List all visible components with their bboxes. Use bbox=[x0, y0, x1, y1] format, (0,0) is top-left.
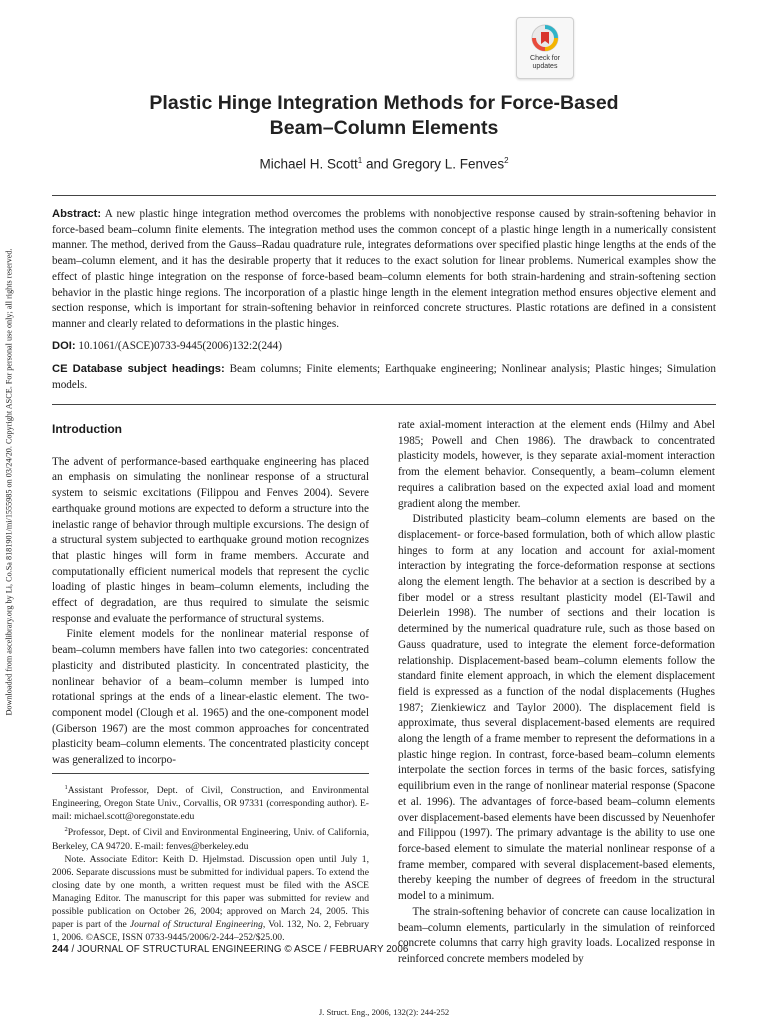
abstract-text: A new plastic hinge integration method overcomes the problems with nonobjective response caused by strain-softening behavior in force-based beam–column finite elements. The integration method uses the common concept of a plastic hinge length in a numerically consistent manner. The method, derived from the Gauss–Radau quadrature rule, integrates deformations over specified plastic hinge lengths at the ends of the beam–column element, and it has the desirable property that it reduces to the exact solution for linear problems. Numerical examples show the effect of plastic hinge integration on the response of force-based beam–column elements for both strain-hardening and strain-softening section behavior in the plastic hinge regions. The incorporation of a plastic hinge length in the element integration method ensures objective element and section response, which is important for strain-softening behavior in reinforced concrete structures. Plastic rotations are defined in a consistent manner and clearly related to deformations in the plastic hinges. bbox=[52, 208, 716, 330]
paragraph: The advent of performance-based earthquake engineering has placed an emphasis on simulating the nonlinear response of a structural system to seismic excitations (Filippou and Fenves 2004). Severe earthquake ground motions are expected to deform a structure into the inelastic range of behavior through multiple excursions. The design of a structural system subjected to earthquake ground motion recognizes that plastic hinges will form in frame members. Accurate and computationally efficient numerical models that represent the cyclic loading of plastic hinges in beam–column elements, including the effect of degradation, are thus required to simulate the seismic response and evaluate the performance of structural systems. bbox=[52, 455, 369, 625]
citation-line: J. Struct. Eng., 2006, 132(2): 244-252 bbox=[318, 1007, 450, 1017]
section-heading-introduction: Introduction bbox=[52, 422, 122, 436]
subject-headings: CE Database subject headings: Beam columns; Finite elements; Earthquake engineering; Nonlinear analysis; Plastic hinges; Simulation models. bbox=[52, 363, 716, 391]
paragraph: rate axial-moment interaction at the element ends (Hilmy and Abel 1985; Powell and Chen 1986). The drawback to concentrated plasticity models, however, is they separate axial-moment interaction from the element behavior. Consequently, a beam–column element requires a calibration based on the expected axial load and moment gradient along the member. bbox=[398, 419, 715, 510]
right-column bbox=[398, 418, 715, 968]
footnote-rule bbox=[52, 773, 369, 774]
paragraph: Finite element models for the nonlinear material response of beam–column members have fallen into two categories: concentrated plasticity and distributed plasticity. In concentrated plasticity, the nonlinear behavior of a beam–column member is lumped into rotational springs at the ends of a linear-elastic element. The two-component model (Clough et al. 1965) and the one-component model (Giberson 1967) are the most common approaches for concentrated plasticity beam–column elements. The concentrated plasticity concept was generalized to incorpo- bbox=[52, 628, 369, 767]
abstract-label: Abstract: bbox=[52, 208, 102, 220]
abstract-rule bbox=[52, 404, 716, 405]
doi-value[interactable]: 10.1061/(ASCE)0733-9445(2006)132:2(244) bbox=[75, 340, 282, 352]
download-notice-text: Downloaded from ascelibrary.org by Li, Co.Sa 8181901/mi/1555985 on 03/24/20. Copyright ASCE. For personal use only; all rights reserved. bbox=[4, 248, 14, 716]
page-footer: 244 / JOURNAL OF STRUCTURAL ENGINEERING © ASCE / FEBRUARY 2006 bbox=[52, 944, 409, 955]
badge-label: Check for updates bbox=[530, 55, 560, 70]
doi-line: DOI: 10.1061/(ASCE)0733-9445(2006)132:2(244) bbox=[52, 340, 282, 352]
header-rule bbox=[52, 195, 716, 196]
paragraph: The strain-softening behavior of concrete can cause localization in beam–column elements, particularly in the simulation of reinforced concrete columns that carry high gravity loads. Localized response in reinforced concrete members modeled by bbox=[398, 905, 715, 965]
footnote-2: $^2$Professor, Dept. of Civil and Environmental Engineering, Univ. of California, Berkeley, CA 94720. E-mail: fenves@berkeley.edu bbox=[52, 826, 369, 852]
footnotes bbox=[52, 781, 369, 945]
paper-title: Plastic Hinge Integration Methods for Force-Based Beam–Column Elements bbox=[149, 92, 619, 139]
check-updates-icon bbox=[530, 23, 560, 53]
author-2: Gregory L. Fenves bbox=[392, 156, 505, 172]
footnote-1: $^1$Assistant Professor, Dept. of Civil, Construction, and Environmental Engineering, Oregon State Univ., Corvallis, OR 97331 (corresponding author). E-mail: michael.scott@oregonstate.edu bbox=[52, 784, 369, 823]
editorial-note: Note. Associate Editor: Keith D. Hjelmstad. Discussion open until July 1, 2006. Separate discussions must be submitted for individual papers. To extend the closing date by one month, a written request must be filed with the ASCE Managing Editor. The manuscript for this paper was submitted for review and possible publication on October 26, 2004; approved on March 24, 2005. This paper is part of the Journal of Structural Engineering, Vol. 132, No. 2, February 1, 2006. ©ASCE, ISSN 0733-9445/2006/2-244–252/$25.00. bbox=[52, 853, 369, 944]
left-column bbox=[52, 418, 369, 769]
download-notice bbox=[0, 212, 18, 752]
abstract bbox=[52, 207, 716, 333]
author-line: Michael H. Scott$^1$ and Gregory L. Fenves$^2$ bbox=[259, 156, 509, 172]
paragraph: Distributed plasticity beam–column elements are based on the displacement- or force-based formulation, both of which allow plastic hinges to form at any location and account for axial-moment interaction by integrating the force-deformation response at sections along the element length. The behavior at a section is described by a fiber model or a stress resultant plasticity model (El-Tawil and Deierlein 1998). The number of sections and their location is determined by the numerical quadrature rule, such as those based on Gauss quadrature, used to integrate the element force-deformation relationship. Displacement-based beam–column elements follow the standard finite element approach, in which the element displacement field is expressed as a function of the nodal displacements (Hughes 1987; Zienkiewicz and Taylor 2000). The displacement field is approximate, thus several displacement-based elements are required along the length of a frame member to represent the deformations in a plastic hinge region. In contrast, force-based beam–column elements interpolate the section forces in terms of the basic forces, satisfying equilibrium even in the range of nonlinear material response (Spacone et al. 1996). The advantages of force-based beam–column elements over displacement-based elements have been discussed by Neuenhofer and Filippou (1997). The primary advantage is the ability to use one force-based element to simulate the material nonlinear response of a frame member, compared with several displacement-based elements, thereby keeping the number of degrees of freedom in the structural model to a minimum. bbox=[398, 513, 715, 903]
page-number: 244 bbox=[52, 944, 69, 955]
author-1: Michael H. Scott bbox=[259, 156, 358, 172]
check-for-updates-badge[interactable] bbox=[516, 17, 574, 79]
